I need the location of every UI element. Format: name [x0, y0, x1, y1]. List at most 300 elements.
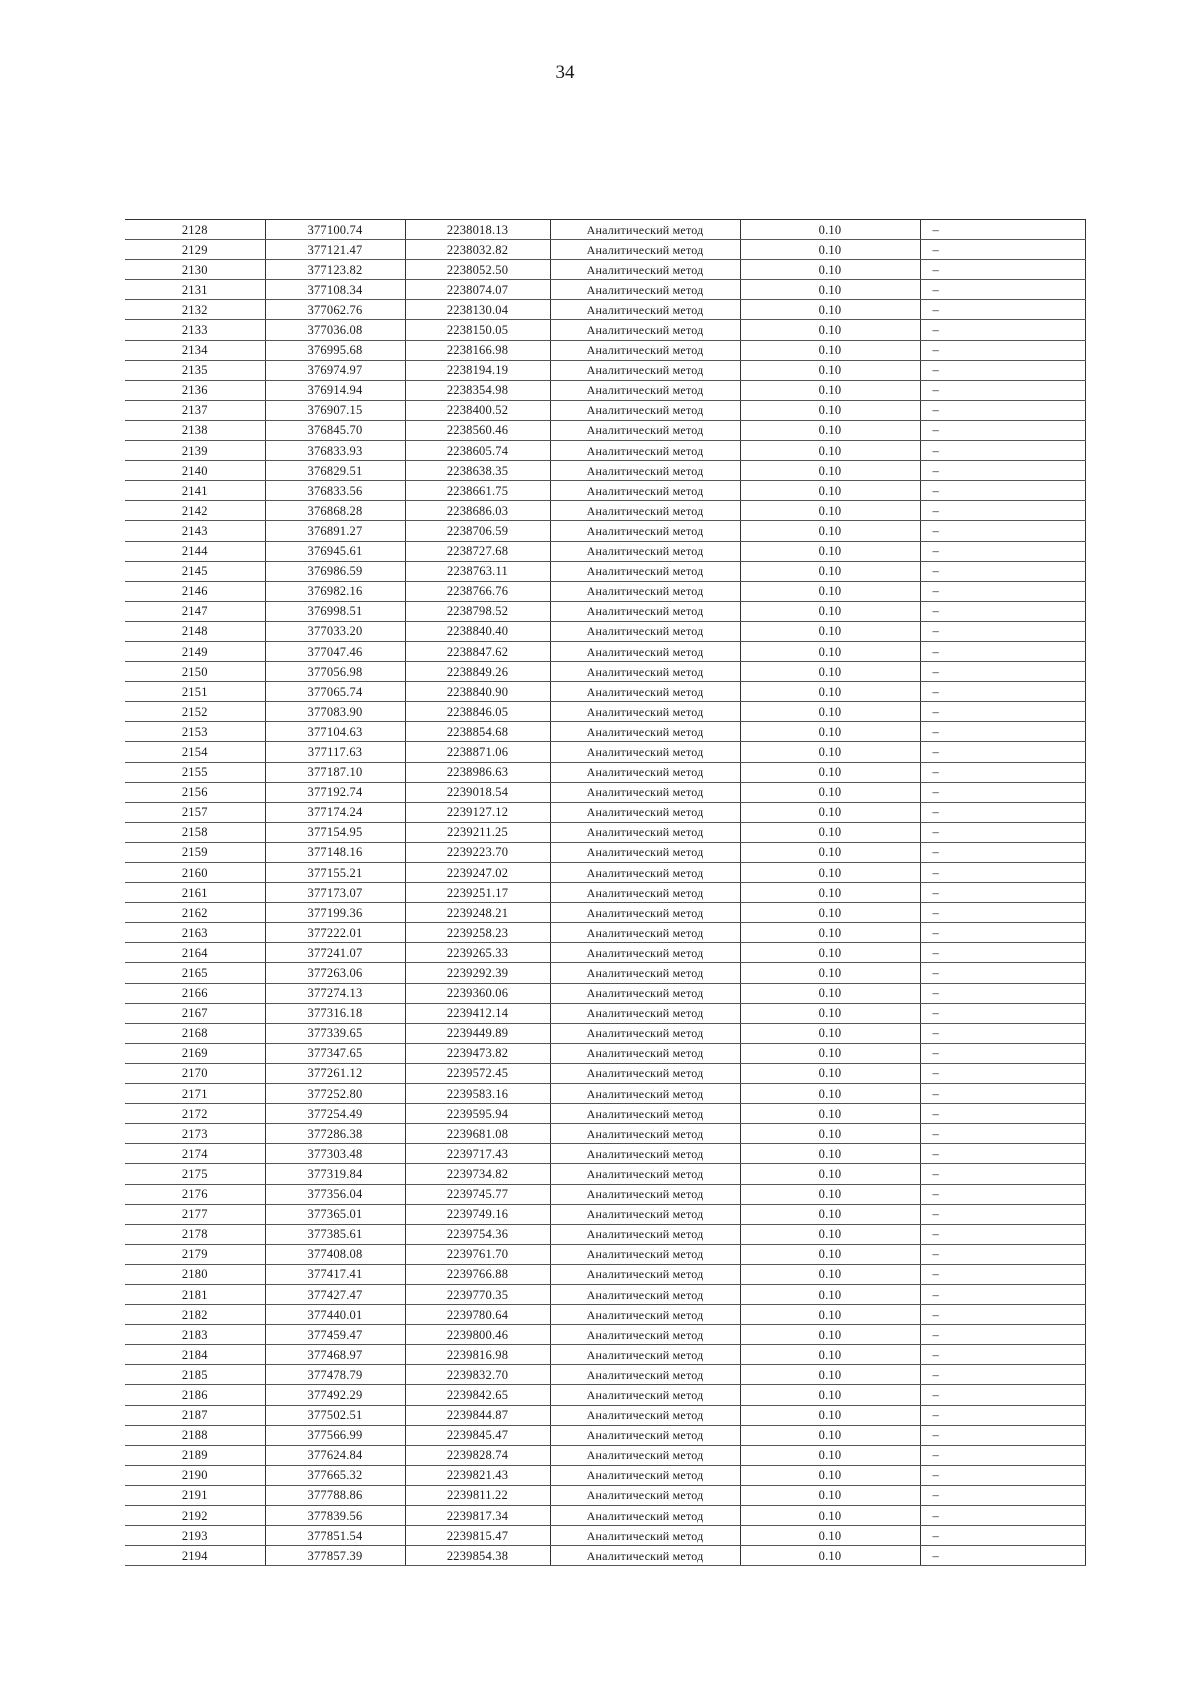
table-row [125, 561, 1085, 581]
y-coordinate-cell: 2238074.07 [405, 280, 550, 300]
x-coordinate-cell: 377303.48 [265, 1144, 405, 1164]
point-number-cell: 2145 [125, 561, 265, 581]
table-row [125, 621, 1085, 641]
accuracy-cell: 0.10 [740, 521, 920, 541]
y-coordinate-cell: 2239248.21 [405, 903, 550, 923]
x-coordinate-cell: 377117.63 [265, 742, 405, 762]
table-row [125, 943, 1085, 963]
note-cell: – [920, 682, 1085, 702]
x-coordinate-cell: 377241.07 [265, 943, 405, 963]
table-row [125, 441, 1085, 461]
y-coordinate-cell: 2238605.74 [405, 441, 550, 461]
table-row [125, 541, 1085, 561]
point-number-cell: 2141 [125, 481, 265, 501]
y-coordinate-cell: 2239223.70 [405, 842, 550, 862]
point-number-cell: 2135 [125, 360, 265, 380]
note-cell: – [920, 601, 1085, 621]
note-cell: – [920, 400, 1085, 420]
method-cell: Аналитический метод [550, 481, 740, 501]
point-number-cell: 2142 [125, 501, 265, 521]
x-coordinate-cell: 377316.18 [265, 1003, 405, 1023]
y-coordinate-cell: 2238661.75 [405, 481, 550, 501]
y-coordinate-cell: 2239770.35 [405, 1284, 550, 1304]
table-row [125, 842, 1085, 862]
y-coordinate-cell: 2239761.70 [405, 1244, 550, 1264]
y-coordinate-cell: 2239815.47 [405, 1526, 550, 1546]
x-coordinate-cell: 377100.74 [265, 220, 405, 240]
table-row [125, 420, 1085, 440]
point-number-cell: 2188 [125, 1425, 265, 1445]
table-row [125, 1084, 1085, 1104]
method-cell: Аналитический метод [550, 621, 740, 641]
accuracy-cell: 0.10 [740, 280, 920, 300]
point-number-cell: 2183 [125, 1325, 265, 1345]
y-coordinate-cell: 2239828.74 [405, 1445, 550, 1465]
x-coordinate-cell: 376974.97 [265, 360, 405, 380]
y-coordinate-cell: 2238854.68 [405, 722, 550, 742]
note-cell: – [920, 541, 1085, 561]
point-number-cell: 2162 [125, 903, 265, 923]
method-cell: Аналитический метод [550, 641, 740, 661]
y-coordinate-cell: 2238766.76 [405, 581, 550, 601]
method-cell: Аналитический метод [550, 863, 740, 883]
x-coordinate-cell: 376868.28 [265, 501, 405, 521]
point-number-cell: 2181 [125, 1284, 265, 1304]
accuracy-cell: 0.10 [740, 1264, 920, 1284]
y-coordinate-cell: 2239265.33 [405, 943, 550, 963]
point-number-cell: 2144 [125, 541, 265, 561]
table-row [125, 641, 1085, 661]
accuracy-cell: 0.10 [740, 963, 920, 983]
note-cell: – [920, 280, 1085, 300]
accuracy-cell: 0.10 [740, 380, 920, 400]
method-cell: Аналитический метод [550, 1124, 740, 1144]
method-cell: Аналитический метод [550, 340, 740, 360]
point-number-cell: 2136 [125, 380, 265, 400]
accuracy-cell: 0.10 [740, 300, 920, 320]
note-cell: – [920, 461, 1085, 481]
method-cell: Аналитический метод [550, 1485, 740, 1505]
accuracy-cell: 0.10 [740, 1144, 920, 1164]
x-coordinate-cell: 377263.06 [265, 963, 405, 983]
point-number-cell: 2129 [125, 240, 265, 260]
y-coordinate-cell: 2239745.77 [405, 1184, 550, 1204]
y-coordinate-cell: 2238400.52 [405, 400, 550, 420]
x-coordinate-cell: 376907.15 [265, 400, 405, 420]
accuracy-cell: 0.10 [740, 400, 920, 420]
y-coordinate-cell: 2238194.19 [405, 360, 550, 380]
method-cell: Аналитический метод [550, 1465, 740, 1485]
point-number-cell: 2184 [125, 1345, 265, 1365]
x-coordinate-cell: 376986.59 [265, 561, 405, 581]
x-coordinate-cell: 377062.76 [265, 300, 405, 320]
note-cell: – [920, 1043, 1085, 1063]
x-coordinate-cell: 376998.51 [265, 601, 405, 621]
note-cell: – [920, 1264, 1085, 1284]
note-cell: – [920, 501, 1085, 521]
y-coordinate-cell: 2238686.03 [405, 501, 550, 521]
method-cell: Аналитический метод [550, 802, 740, 822]
table-row [125, 1224, 1085, 1244]
method-cell: Аналитический метод [550, 320, 740, 340]
note-cell: – [920, 1385, 1085, 1405]
y-coordinate-cell: 2238871.06 [405, 742, 550, 762]
note-cell: – [920, 1144, 1085, 1164]
note-cell: – [920, 561, 1085, 581]
x-coordinate-cell: 377083.90 [265, 702, 405, 722]
point-number-cell: 2134 [125, 340, 265, 360]
method-cell: Аналитический метод [550, 1506, 740, 1526]
note-cell: – [920, 762, 1085, 782]
x-coordinate-cell: 376982.16 [265, 581, 405, 601]
table-row [125, 1003, 1085, 1023]
point-number-cell: 2143 [125, 521, 265, 541]
point-number-cell: 2156 [125, 782, 265, 802]
point-number-cell: 2176 [125, 1184, 265, 1204]
point-number-cell: 2170 [125, 1063, 265, 1083]
y-coordinate-cell: 2239717.43 [405, 1144, 550, 1164]
point-number-cell: 2190 [125, 1465, 265, 1485]
note-cell: – [920, 742, 1085, 762]
accuracy-cell: 0.10 [740, 903, 920, 923]
method-cell: Аналитический метод [550, 541, 740, 561]
note-cell: – [920, 943, 1085, 963]
y-coordinate-cell: 2238727.68 [405, 541, 550, 561]
x-coordinate-cell: 377566.99 [265, 1425, 405, 1445]
y-coordinate-cell: 2239583.16 [405, 1084, 550, 1104]
table-row [125, 742, 1085, 762]
table-row [125, 461, 1085, 481]
x-coordinate-cell: 377047.46 [265, 641, 405, 661]
note-cell: – [920, 1244, 1085, 1264]
method-cell: Аналитический метод [550, 1003, 740, 1023]
x-coordinate-cell: 377427.47 [265, 1284, 405, 1304]
method-cell: Аналитический метод [550, 360, 740, 380]
method-cell: Аналитический метод [550, 300, 740, 320]
page-number: 34 [555, 62, 575, 83]
x-coordinate-cell: 377286.38 [265, 1124, 405, 1144]
accuracy-cell: 0.10 [740, 1385, 920, 1405]
note-cell: – [920, 1164, 1085, 1184]
note-cell: – [920, 963, 1085, 983]
table-row [125, 220, 1085, 240]
point-number-cell: 2150 [125, 662, 265, 682]
method-cell: Аналитический метод [550, 883, 740, 903]
x-coordinate-cell: 377788.86 [265, 1485, 405, 1505]
accuracy-cell: 0.10 [740, 1023, 920, 1043]
note-cell: – [920, 822, 1085, 842]
method-cell: Аналитический метод [550, 1365, 740, 1385]
y-coordinate-cell: 2239749.16 [405, 1204, 550, 1224]
accuracy-cell: 0.10 [740, 742, 920, 762]
x-coordinate-cell: 377254.49 [265, 1104, 405, 1124]
accuracy-cell: 0.10 [740, 1325, 920, 1345]
point-number-cell: 2165 [125, 963, 265, 983]
table-row [125, 300, 1085, 320]
x-coordinate-cell: 377440.01 [265, 1305, 405, 1325]
method-cell: Аналитический метод [550, 1023, 740, 1043]
point-number-cell: 2128 [125, 220, 265, 240]
accuracy-cell: 0.10 [740, 260, 920, 280]
accuracy-cell: 0.10 [740, 320, 920, 340]
table-row [125, 1506, 1085, 1526]
method-cell: Аналитический метод [550, 1204, 740, 1224]
note-cell: – [920, 1465, 1085, 1485]
accuracy-cell: 0.10 [740, 702, 920, 722]
y-coordinate-cell: 2239211.25 [405, 822, 550, 842]
method-cell: Аналитический метод [550, 903, 740, 923]
accuracy-cell: 0.10 [740, 461, 920, 481]
accuracy-cell: 0.10 [740, 1506, 920, 1526]
point-number-cell: 2179 [125, 1244, 265, 1264]
method-cell: Аналитический метод [550, 260, 740, 280]
table-row [125, 722, 1085, 742]
note-cell: – [920, 260, 1085, 280]
accuracy-cell: 0.10 [740, 1003, 920, 1023]
x-coordinate-cell: 377121.47 [265, 240, 405, 260]
note-cell: – [920, 1104, 1085, 1124]
x-coordinate-cell: 377665.32 [265, 1465, 405, 1485]
note-cell: – [920, 1184, 1085, 1204]
method-cell: Аналитический метод [550, 561, 740, 581]
table-row [125, 1425, 1085, 1445]
method-cell: Аналитический метод [550, 1425, 740, 1445]
x-coordinate-cell: 377174.24 [265, 802, 405, 822]
point-number-cell: 2193 [125, 1526, 265, 1546]
note-cell: – [920, 420, 1085, 440]
x-coordinate-cell: 377148.16 [265, 842, 405, 862]
point-number-cell: 2139 [125, 441, 265, 461]
method-cell: Аналитический метод [550, 1063, 740, 1083]
method-cell: Аналитический метод [550, 441, 740, 461]
note-cell: – [920, 1084, 1085, 1104]
method-cell: Аналитический метод [550, 1144, 740, 1164]
table-row [125, 883, 1085, 903]
method-cell: Аналитический метод [550, 1244, 740, 1264]
method-cell: Аналитический метод [550, 501, 740, 521]
accuracy-cell: 0.10 [740, 1224, 920, 1244]
x-coordinate-cell: 377155.21 [265, 863, 405, 883]
method-cell: Аналитический метод [550, 742, 740, 762]
x-coordinate-cell: 377065.74 [265, 682, 405, 702]
y-coordinate-cell: 2238018.13 [405, 220, 550, 240]
y-coordinate-cell: 2238638.35 [405, 461, 550, 481]
method-cell: Аналитический метод [550, 963, 740, 983]
point-number-cell: 2166 [125, 983, 265, 1003]
y-coordinate-cell: 2239811.22 [405, 1485, 550, 1505]
y-coordinate-cell: 2238847.62 [405, 641, 550, 661]
accuracy-cell: 0.10 [740, 1164, 920, 1184]
accuracy-cell: 0.10 [740, 822, 920, 842]
y-coordinate-cell: 2239845.47 [405, 1425, 550, 1445]
y-coordinate-cell: 2239854.38 [405, 1546, 550, 1566]
point-number-cell: 2148 [125, 621, 265, 641]
table-row [125, 1284, 1085, 1304]
x-coordinate-cell: 377033.20 [265, 621, 405, 641]
note-cell: – [920, 521, 1085, 541]
x-coordinate-cell: 377857.39 [265, 1546, 405, 1566]
table-row [125, 521, 1085, 541]
accuracy-cell: 0.10 [740, 883, 920, 903]
table-row [125, 1144, 1085, 1164]
table-row [125, 1124, 1085, 1144]
note-cell: – [920, 1305, 1085, 1325]
table-row [125, 380, 1085, 400]
table-row [125, 863, 1085, 883]
point-number-cell: 2159 [125, 842, 265, 862]
y-coordinate-cell: 2239018.54 [405, 782, 550, 802]
point-number-cell: 2163 [125, 923, 265, 943]
accuracy-cell: 0.10 [740, 1104, 920, 1124]
table-body [125, 220, 1085, 1566]
x-coordinate-cell: 377319.84 [265, 1164, 405, 1184]
accuracy-cell: 0.10 [740, 762, 920, 782]
method-cell: Аналитический метод [550, 923, 740, 943]
y-coordinate-cell: 2238840.40 [405, 621, 550, 641]
note-cell: – [920, 1325, 1085, 1345]
note-cell: – [920, 1485, 1085, 1505]
method-cell: Аналитический метод [550, 1184, 740, 1204]
accuracy-cell: 0.10 [740, 802, 920, 822]
accuracy-cell: 0.10 [740, 1485, 920, 1505]
x-coordinate-cell: 376945.61 [265, 541, 405, 561]
point-number-cell: 2147 [125, 601, 265, 621]
y-coordinate-cell: 2239595.94 [405, 1104, 550, 1124]
point-number-cell: 2175 [125, 1164, 265, 1184]
accuracy-cell: 0.10 [740, 682, 920, 702]
accuracy-cell: 0.10 [740, 1425, 920, 1445]
method-cell: Аналитический метод [550, 1104, 740, 1124]
accuracy-cell: 0.10 [740, 601, 920, 621]
y-coordinate-cell: 2239251.17 [405, 883, 550, 903]
table-row [125, 1164, 1085, 1184]
x-coordinate-cell: 377104.63 [265, 722, 405, 742]
accuracy-cell: 0.10 [740, 1124, 920, 1144]
accuracy-cell: 0.10 [740, 1345, 920, 1365]
point-number-cell: 2158 [125, 822, 265, 842]
table-row [125, 1546, 1085, 1566]
table-row [125, 260, 1085, 280]
note-cell: – [920, 722, 1085, 742]
accuracy-cell: 0.10 [740, 1063, 920, 1083]
note-cell: – [920, 903, 1085, 923]
note-cell: – [920, 1405, 1085, 1425]
table-row [125, 923, 1085, 943]
note-cell: – [920, 1345, 1085, 1365]
y-coordinate-cell: 2238986.63 [405, 762, 550, 782]
point-number-cell: 2189 [125, 1445, 265, 1465]
y-coordinate-cell: 2238840.90 [405, 682, 550, 702]
coordinates-table [125, 219, 1086, 1566]
note-cell: – [920, 782, 1085, 802]
point-number-cell: 2132 [125, 300, 265, 320]
accuracy-cell: 0.10 [740, 1465, 920, 1485]
y-coordinate-cell: 2239412.14 [405, 1003, 550, 1023]
accuracy-cell: 0.10 [740, 1284, 920, 1304]
point-number-cell: 2157 [125, 802, 265, 822]
x-coordinate-cell: 377173.07 [265, 883, 405, 903]
accuracy-cell: 0.10 [740, 1305, 920, 1325]
table-row [125, 1405, 1085, 1425]
table-row [125, 1526, 1085, 1546]
method-cell: Аналитический метод [550, 1345, 740, 1365]
method-cell: Аналитический метод [550, 983, 740, 1003]
note-cell: – [920, 983, 1085, 1003]
y-coordinate-cell: 2239473.82 [405, 1043, 550, 1063]
table-row [125, 1485, 1085, 1505]
y-coordinate-cell: 2238560.46 [405, 420, 550, 440]
accuracy-cell: 0.10 [740, 541, 920, 561]
y-coordinate-cell: 2238798.52 [405, 601, 550, 621]
y-coordinate-cell: 2239754.36 [405, 1224, 550, 1244]
x-coordinate-cell: 377154.95 [265, 822, 405, 842]
accuracy-cell: 0.10 [740, 1204, 920, 1224]
accuracy-cell: 0.10 [740, 943, 920, 963]
method-cell: Аналитический метод [550, 662, 740, 682]
method-cell: Аналитический метод [550, 220, 740, 240]
note-cell: – [920, 863, 1085, 883]
note-cell: – [920, 1425, 1085, 1445]
accuracy-cell: 0.10 [740, 1546, 920, 1566]
accuracy-cell: 0.10 [740, 662, 920, 682]
method-cell: Аналитический метод [550, 1264, 740, 1284]
x-coordinate-cell: 377502.51 [265, 1405, 405, 1425]
table-row [125, 1023, 1085, 1043]
note-cell: – [920, 1526, 1085, 1546]
y-coordinate-cell: 2239292.39 [405, 963, 550, 983]
table-row [125, 762, 1085, 782]
point-number-cell: 2160 [125, 863, 265, 883]
y-coordinate-cell: 2239780.64 [405, 1305, 550, 1325]
note-cell: – [920, 360, 1085, 380]
x-coordinate-cell: 377036.08 [265, 320, 405, 340]
method-cell: Аналитический метод [550, 400, 740, 420]
method-cell: Аналитический метод [550, 601, 740, 621]
x-coordinate-cell: 376833.56 [265, 481, 405, 501]
point-number-cell: 2161 [125, 883, 265, 903]
point-number-cell: 2169 [125, 1043, 265, 1063]
y-coordinate-cell: 2239360.06 [405, 983, 550, 1003]
coordinates-table-container [125, 219, 1085, 1566]
point-number-cell: 2185 [125, 1365, 265, 1385]
accuracy-cell: 0.10 [740, 220, 920, 240]
note-cell: – [920, 1124, 1085, 1144]
x-coordinate-cell: 377192.74 [265, 782, 405, 802]
x-coordinate-cell: 377385.61 [265, 1224, 405, 1244]
x-coordinate-cell: 377417.41 [265, 1264, 405, 1284]
point-number-cell: 2138 [125, 420, 265, 440]
table-row [125, 1385, 1085, 1405]
y-coordinate-cell: 2238849.26 [405, 662, 550, 682]
y-coordinate-cell: 2239258.23 [405, 923, 550, 943]
accuracy-cell: 0.10 [740, 1526, 920, 1546]
note-cell: – [920, 1506, 1085, 1526]
x-coordinate-cell: 377252.80 [265, 1084, 405, 1104]
method-cell: Аналитический метод [550, 782, 740, 802]
point-number-cell: 2155 [125, 762, 265, 782]
table-row [125, 1043, 1085, 1063]
note-cell: – [920, 581, 1085, 601]
x-coordinate-cell: 377199.36 [265, 903, 405, 923]
point-number-cell: 2174 [125, 1144, 265, 1164]
point-number-cell: 2151 [125, 682, 265, 702]
table-row [125, 1325, 1085, 1345]
y-coordinate-cell: 2239842.65 [405, 1385, 550, 1405]
x-coordinate-cell: 377222.01 [265, 923, 405, 943]
point-number-cell: 2172 [125, 1104, 265, 1124]
table-row [125, 360, 1085, 380]
table-row [125, 280, 1085, 300]
